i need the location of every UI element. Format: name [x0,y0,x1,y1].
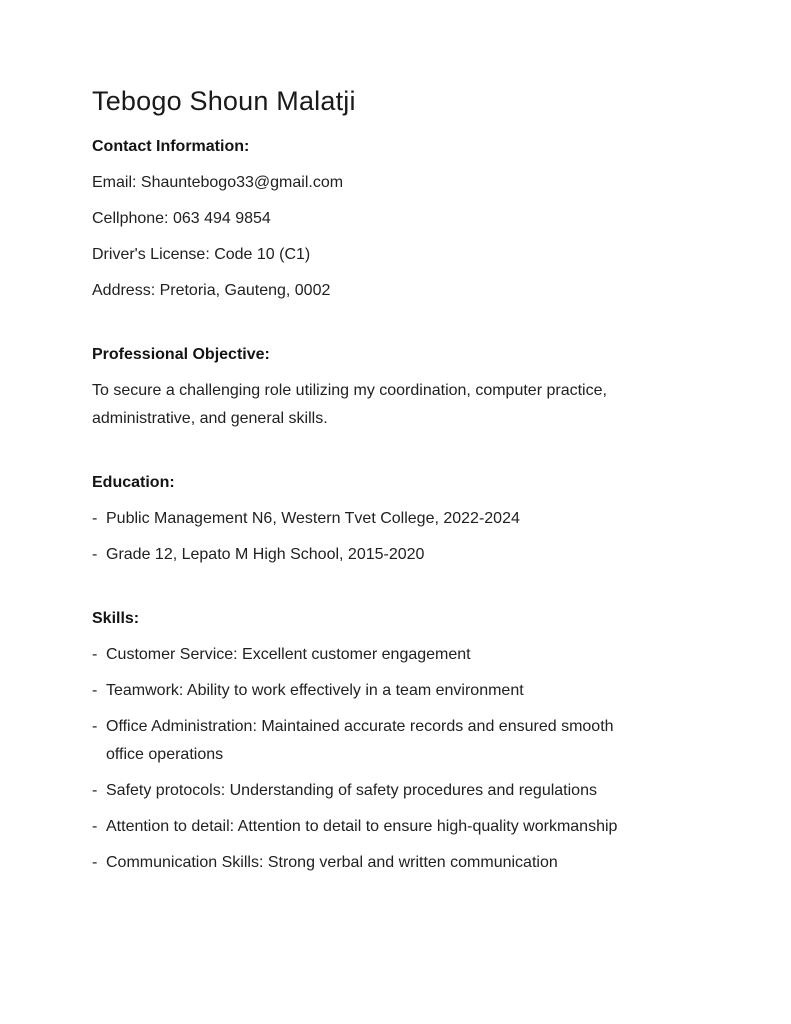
section-contact [92,133,707,305]
section-skills [92,605,707,877]
contact-address-line: Address: Pretoria, Gauteng, 0002 [92,282,331,299]
objective-line-1: To secure a challenging role utilizing my coordination, computer practice, [92,382,607,399]
skill-item-customer-service [92,641,707,669]
education-item [92,541,707,569]
contact-email-line: Email: Shauntebogo33@gmail.com [92,174,344,191]
skill-item-safety-protocols [92,777,707,805]
skill-item-communication [92,849,707,877]
skill-item-text-wrap: office operations [106,746,224,763]
skill-item-text: Office Administration: Maintained accurate records and ensured smooth [106,718,614,735]
bullet-dash: - [92,718,98,735]
bullet-dash: - [92,682,98,699]
bullet-dash: - [92,510,98,527]
education-item-text: Grade 12, Lepato M High School, 2015-2020 [106,546,425,563]
skill-item-text: Attention to detail: Attention to detail to ensure high-quality workmanship [106,818,618,835]
bullet-dash: - [92,854,98,871]
objective-line-2: administrative, and general skills. [92,410,328,427]
section-objective [92,341,707,433]
bullet-dash: - [92,782,98,799]
contact-heading: Contact Information: [92,138,250,155]
contact-license-line: Driver's License: Code 10 (C1) [92,246,311,263]
skill-item-text: Customer Service: Excellent customer engagement [106,646,471,663]
bullet-dash: - [92,646,98,663]
objective-heading: Professional Objective: [92,346,270,363]
contact-cellphone-line: Cellphone: 063 494 9854 [92,210,271,227]
page-title: Tebogo Shoun Malatji [92,86,356,116]
skill-item-attention-to-detail [92,813,707,841]
education-item-text: Public Management N6, Western Tvet College, 2022-2024 [106,510,520,527]
skills-heading: Skills: [92,610,140,627]
skill-item-text: Teamwork: Ability to work effectively in a team environment [106,682,524,699]
section-education [92,469,707,569]
skill-item-text: Safety protocols: Understanding of safety procedures and regulations [106,782,597,799]
skill-item-teamwork [92,677,707,705]
objective-paragraph [92,377,707,433]
education-item [92,505,707,533]
bullet-dash: - [92,546,98,563]
bullet-dash: - [92,818,98,835]
education-heading: Education: [92,474,175,491]
skill-item-office-administration [92,713,707,769]
skill-item-text: Communication Skills: Strong verbal and written communication [106,854,558,871]
